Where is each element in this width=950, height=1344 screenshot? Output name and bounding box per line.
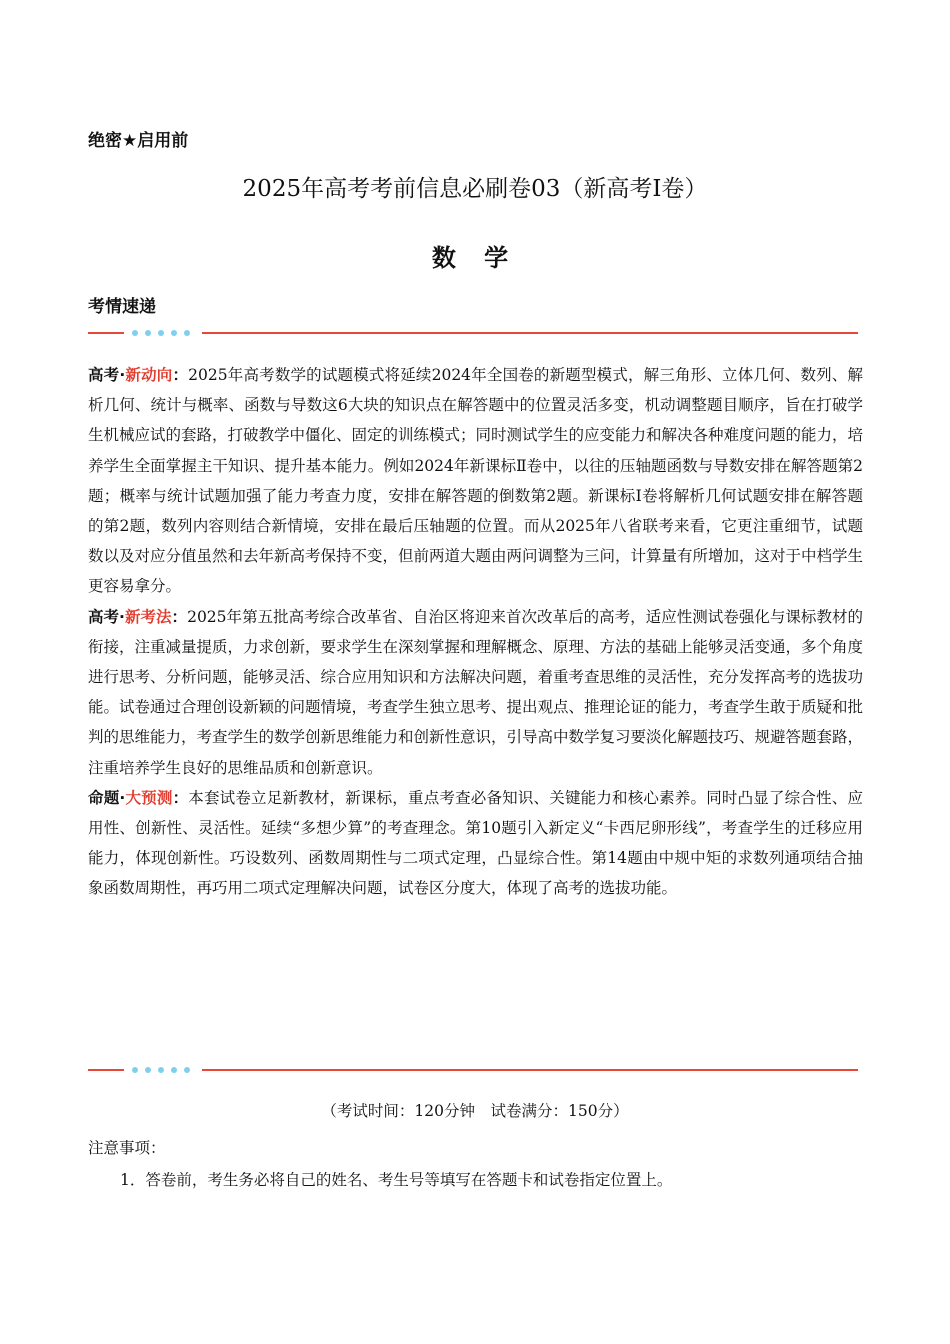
dot-icon xyxy=(158,330,164,336)
document-title: 2025年高考考前信息必刷卷03（新高考Ⅰ卷） xyxy=(242,176,708,202)
divider-short-line xyxy=(88,1069,124,1071)
notice-item: 1．答卷前，考生务必将自己的姓名、考生号等填写在答题卡和试卷指定位置上。 xyxy=(120,1171,673,1189)
paragraph-highlight: 新动向 xyxy=(125,366,173,384)
notice-heading: 注意事项： xyxy=(88,1139,166,1157)
section-heading: 考情速递 xyxy=(88,297,156,317)
paragraph-new-method xyxy=(88,602,863,783)
paragraph-label: 高考· xyxy=(88,607,125,626)
paragraph-label: 高考· xyxy=(88,366,126,384)
divider-dots xyxy=(132,328,198,338)
paragraph-new-direction xyxy=(88,360,863,602)
dot-icon xyxy=(132,1067,138,1073)
subject-heading: 数 学 xyxy=(431,244,519,272)
divider-long-line xyxy=(202,1069,858,1071)
paragraph-label: 命题· xyxy=(88,788,126,807)
dot-icon xyxy=(158,1067,164,1073)
dot-icon xyxy=(184,1067,190,1073)
divider-short-line xyxy=(88,332,124,334)
paragraph-text: 2025年第五批高考综合改革省、自治区将迎来首次改革后的高考，适应性测试卷强化与课标教材的衔接，注重减量提质，力求创新，要求学生在深刻掌握和理解概念、原理、方法的基础上能够灵活变通，多个角度进行思考、分析问题，能够灵活、综合应用知识和方法解决问题，着重考查思维的灵活性，充分发挥高考的选拔功能。试卷通过合理创设新颖的问题情境，考查学生独立思考、提出观点、推理论证的能力，考查学生敢于质疑和批判的思维能力，考查学生的数学创新思维能力和创新性意识，引导高中数学复习要淡化解题技巧、规避答题套路，注重培养学生良好的思维品质和创新意识。 xyxy=(88,607,864,777)
paragraph-text: 2025年高考数学的试题模式将延续2024年全国卷的新题型模式，解三角形、立体几何、数列、解析几何、统计与概率、函数与导数这6大块的知识点在解答题中的位置灵活多变，机动调整题目顺序，旨在打破学生机械应试的套路，打破教学中僵化、固定的训练模式；同时测试学生的应变能力和解决各种难度问题的能力，培养学生全面掌握主干知识、提升基本能力。例如2024年新课标Ⅱ卷中，以往的压轴题函数与导数安排在解答题第2题；概率与统计试题加强了能力考查力度，安排在解答题的倒数第2题。新课标Ⅰ卷将解析几何试题安排在解答题的第2题，数列内容则结合新情境，安排在最后压轴题的位置。而从2025年八省联考来看，它更注重细节，试题数以及对应分值虽然和去年新高考保持不变，但前两道大题由两问调整为三问，计算量有所增加，这对于中档学生更容易拿分。 xyxy=(88,366,864,596)
dot-icon xyxy=(184,330,190,336)
bottom-divider xyxy=(88,1064,858,1076)
dot-icon xyxy=(171,1067,177,1073)
dot-icon xyxy=(145,330,151,336)
confidential-label: 绝密★启用前 xyxy=(88,131,189,151)
exam-trends-body xyxy=(88,360,863,904)
paragraph-text: 本套试卷立足新教材，新课标，重点考查必备知识、关键能力和核心素养。同时凸显了综合性、应用性、创新性、灵活性。延续“多想少算”的考查理念。第10题引入新定义“卡西尼卵形线”，考查学生的迁移应用能力，体现创新性。巧设数列、函数周期性与二项式定理，凸显综合性。第14题由中规中矩的求数列通项结合抽象函数周期性，再巧用二项式定理解决问题，试卷区分度大，体现了高考的选拔功能。 xyxy=(88,788,863,898)
paragraph-colon: ： xyxy=(172,788,189,807)
divider-long-line xyxy=(202,332,858,334)
divider-dots xyxy=(132,1065,198,1075)
paragraph-highlight: 大预测 xyxy=(125,788,173,807)
dot-icon xyxy=(171,330,177,336)
paragraph-prediction xyxy=(88,783,863,904)
top-divider xyxy=(88,327,858,339)
exam-time-info: （考试时间：120分钟 试卷满分：150分） xyxy=(321,1102,629,1120)
paragraph-colon: ： xyxy=(171,607,188,626)
paragraph-highlight: 新考法 xyxy=(124,607,172,626)
dot-icon xyxy=(145,1067,151,1073)
paragraph-colon: ： xyxy=(172,366,189,384)
dot-icon xyxy=(132,330,138,336)
